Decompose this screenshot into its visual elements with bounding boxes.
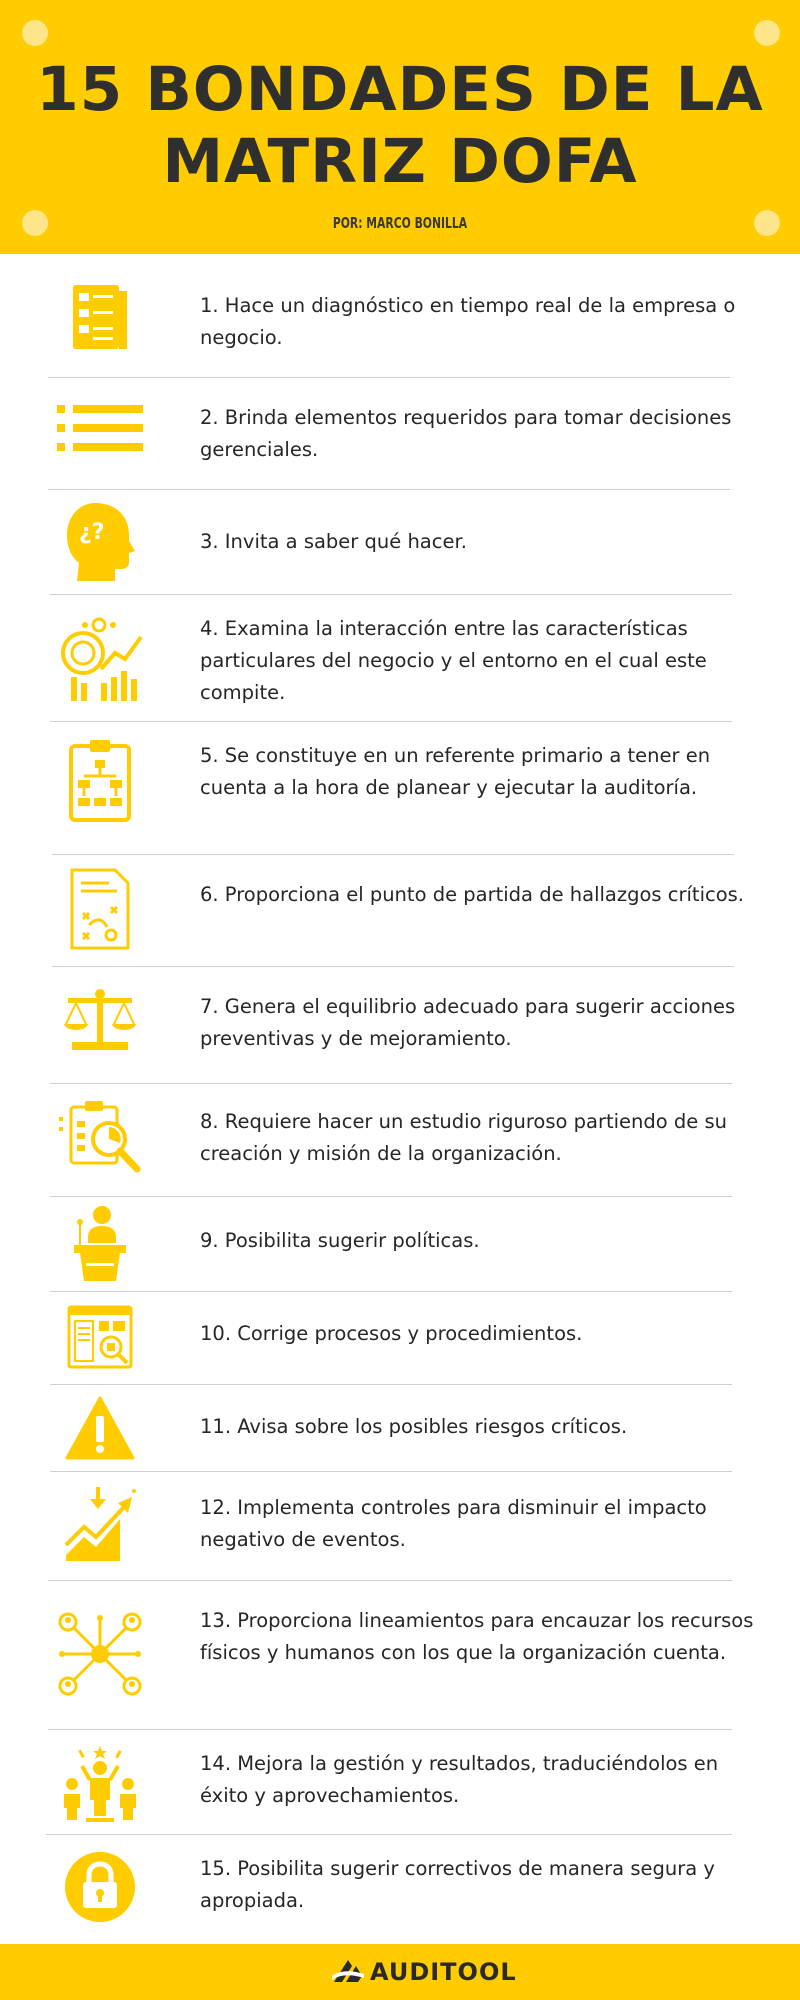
balance-scale-icon	[50, 985, 150, 1055]
list-item	[0, 1292, 800, 1384]
header-banner	[0, 0, 800, 254]
analysis-chart-icon	[50, 615, 150, 705]
list-item	[0, 490, 800, 594]
list-item	[0, 1581, 800, 1729]
clipboard-flowchart-icon	[50, 732, 150, 828]
network-people-icon	[50, 1609, 150, 1699]
svg-text:¿?: ¿?	[79, 520, 105, 545]
checklist-document-icon	[50, 276, 150, 358]
corner-dot	[754, 210, 780, 236]
list-item	[0, 378, 800, 488]
warning-icon	[50, 1391, 150, 1465]
corner-dot	[22, 20, 48, 46]
list-item	[0, 1084, 800, 1196]
item-text: 12. Implementa controles para disminuir el impacto negativo de eventos.	[200, 1496, 707, 1551]
item-text: 9. Posibilita sugerir políticas.	[200, 1229, 480, 1252]
item-text: 13. Proporciona lineamientos para encauzar los recursos físicos y humanos con los que la organización cuenta.	[200, 1609, 754, 1664]
list-item	[0, 967, 800, 1083]
process-window-icon	[50, 1302, 150, 1372]
list-item	[0, 1835, 800, 1941]
item-text: 11. Avisa sobre los posibles riesgos críticos.	[200, 1415, 628, 1438]
strategy-document-icon	[50, 863, 150, 955]
item-text: 15. Posibilita sugerir correctivos de manera segura y apropiada.	[200, 1857, 715, 1912]
list-item	[0, 1385, 800, 1471]
lock-icon	[50, 1847, 150, 1927]
auditool-mark-icon	[330, 1956, 366, 1988]
list-item	[0, 276, 800, 376]
list-item	[0, 595, 800, 721]
list-icon	[50, 398, 150, 458]
author-byline: POR: MARCO BONILLA	[332, 214, 468, 232]
item-text: 8. Requiere hacer un estudio riguroso partiendo de su creación y misión de la organización.	[200, 1110, 727, 1165]
item-text: 4. Examina la interacción entre las características particulares del negocio y el entorno en el cual este compite.	[200, 617, 707, 704]
growth-arrow-icon	[50, 1482, 150, 1568]
team-success-icon	[50, 1740, 150, 1826]
item-text: 10. Corrige procesos y procedimientos.	[200, 1322, 583, 1345]
item-text: 1. Hace un diagnóstico en tiempo real de la empresa o negocio.	[200, 294, 736, 349]
item-text: 2. Brinda elementos requeridos para tomar decisiones gerenciales.	[200, 406, 732, 461]
item-text: 3. Invita a saber qué hacer.	[200, 530, 467, 553]
brand-logo	[330, 1956, 517, 1988]
page-title-line2: MATRIZ DOFA	[162, 126, 638, 197]
podium-speaker-icon	[50, 1203, 150, 1283]
item-text: 7. Genera el equilibrio adecuado para sugerir acciones preventivas y de mejoramiento.	[200, 995, 736, 1050]
list-item	[0, 1197, 800, 1291]
page-title-line1: 15 BONDADES DE LA	[36, 54, 764, 125]
list-item	[0, 855, 800, 966]
item-text: 5. Se constituye en un referente primario a tener en cuenta a la hora de planear y ejecutar la auditoría.	[200, 744, 711, 799]
list-item	[0, 1730, 800, 1834]
list-item	[0, 1472, 800, 1580]
list-item	[0, 722, 800, 854]
item-text: 6. Proporciona el punto de partida de hallazgos críticos.	[200, 883, 745, 906]
head-question-icon	[50, 500, 150, 584]
corner-dot	[22, 210, 48, 236]
corner-dot	[754, 20, 780, 46]
footer-banner	[0, 1944, 800, 2000]
report-magnifier-icon	[50, 1098, 150, 1176]
item-text: 14. Mejora la gestión y resultados, traduciéndolos en éxito y aprovechamientos.	[200, 1752, 719, 1807]
brand-name: AUDITOOL	[370, 1958, 517, 1986]
